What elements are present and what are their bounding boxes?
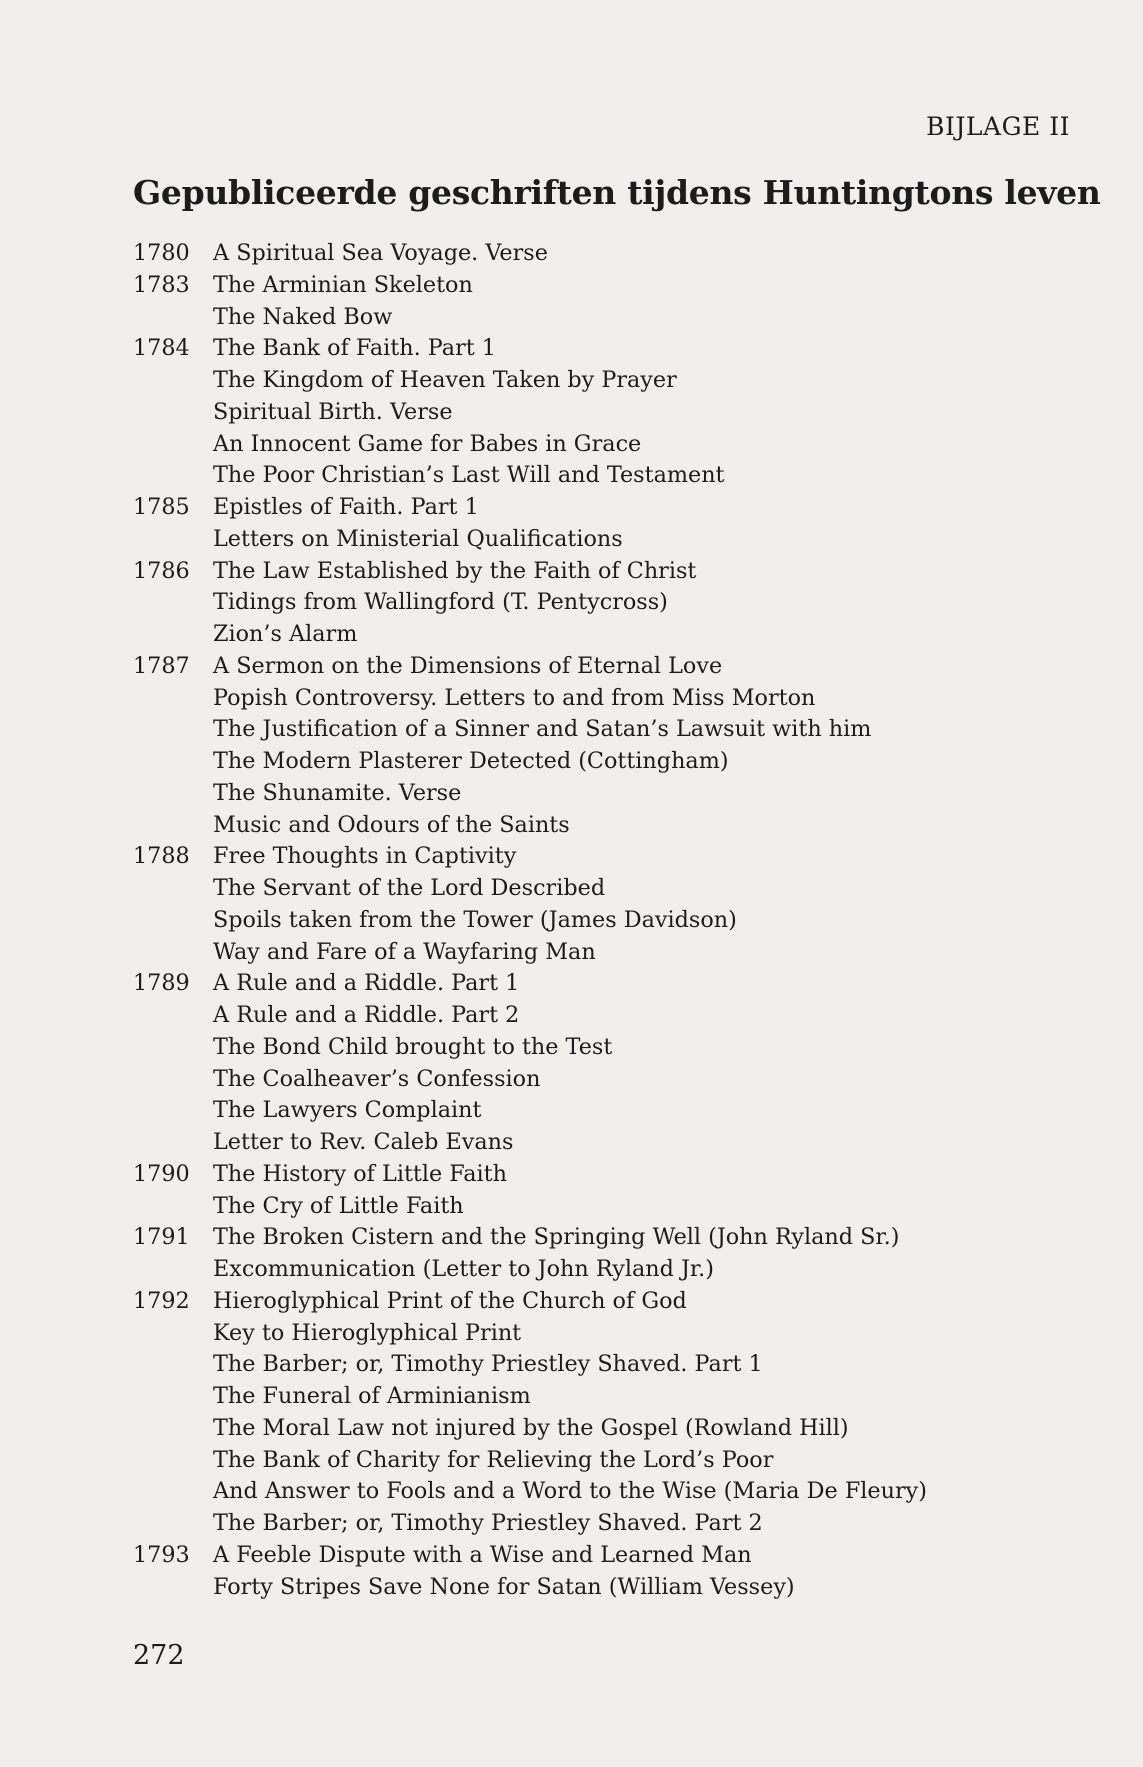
- entry-title: Hieroglyphical Print of the Church of God: [213, 1287, 687, 1314]
- entry-title: Tidings from Wallingford (T. Pentycross): [213, 589, 668, 616]
- entry-year: [133, 302, 213, 334]
- list-item: [133, 1349, 1083, 1381]
- entry-year: [133, 1095, 213, 1127]
- entry-title: Popish Controversy. Letters to and from Miss Morton: [213, 684, 816, 711]
- entry-year: 1788: [133, 843, 190, 870]
- list-item: [133, 905, 1083, 937]
- entry-title: The Moral Law not injured by the Gospel (Rowland Hill): [213, 1414, 849, 1441]
- entry-title: The Bond Child brought to the Test: [213, 1033, 613, 1060]
- list-item: [133, 1191, 1083, 1223]
- entry-year: 1783: [133, 271, 190, 298]
- entry-title: The Naked Bow: [213, 303, 393, 330]
- list-item: [133, 1445, 1083, 1477]
- entry-year: [133, 460, 213, 492]
- list-item: [133, 1476, 1083, 1508]
- entry-title: The Bank of Charity for Relieving the Lord’s Poor: [213, 1446, 774, 1473]
- entry-title: A Spiritual Sea Voyage. Verse: [213, 240, 548, 266]
- entry-year: [133, 1318, 213, 1350]
- entry-title: Letters on Ministerial Qualifications: [213, 525, 623, 552]
- list-item: [133, 651, 1083, 683]
- entry-title: Letter to Rev. Caleb Evans: [213, 1129, 514, 1155]
- list-item: [133, 1127, 1083, 1159]
- list-item: [133, 365, 1083, 397]
- entry-title: The Arminian Skeleton: [213, 271, 473, 298]
- entry-year: [133, 746, 213, 778]
- entry-title: Music and Odours of the Saints: [213, 811, 570, 838]
- entry-title: The Barber; or, Timothy Priestley Shaved. Part 1: [213, 1351, 763, 1378]
- entry-title: The Servant of the Lord Described: [213, 875, 606, 901]
- list-item: [133, 1095, 1083, 1127]
- entry-title: An Innocent Game for Babes in Grace: [213, 430, 642, 457]
- entry-title: The History of Little Faith: [213, 1160, 507, 1187]
- list-item: [133, 302, 1083, 334]
- list-item: [133, 937, 1083, 969]
- entry-year: [133, 1381, 213, 1413]
- entry-year: [133, 1127, 213, 1159]
- list-item: [133, 1000, 1083, 1032]
- list-item: [133, 619, 1083, 651]
- entry-year: [133, 1000, 213, 1032]
- entry-title: A Rule and a Riddle. Part 2: [213, 1002, 520, 1028]
- entry-year: [133, 524, 213, 556]
- entry-title: And Answer to Fools and a Word to the Wise (Maria De Fleury): [213, 1478, 927, 1505]
- entry-year: 1790: [133, 1160, 190, 1187]
- list-item: [133, 746, 1083, 778]
- entry-title: A Rule and a Riddle. Part 1: [213, 970, 520, 997]
- entry-title: The Barber; or, Timothy Priestley Shaved. Part 2: [213, 1510, 763, 1536]
- list-item: [133, 333, 1083, 365]
- entry-year: [133, 1476, 213, 1508]
- entry-year: [133, 1572, 213, 1604]
- entry-year: [133, 810, 213, 842]
- list-item: [133, 460, 1083, 492]
- list-item: [133, 238, 1083, 270]
- entry-title: The Bank of Faith. Part 1: [213, 335, 496, 362]
- entry-title: The Lawyers Complaint: [213, 1097, 482, 1124]
- entry-year: [133, 1508, 213, 1540]
- list-item: [133, 1286, 1083, 1318]
- list-item: [133, 1159, 1083, 1191]
- entry-year: 1780: [133, 240, 190, 266]
- entry-title: Spiritual Birth. Verse: [213, 398, 453, 425]
- entry-title: The Shunamite. Verse: [213, 779, 462, 806]
- entry-year: [133, 1445, 213, 1477]
- entry-title: Excommunication (Letter to John Ryland Jr.): [213, 1256, 714, 1282]
- list-item: [133, 397, 1083, 429]
- list-item: [133, 1572, 1083, 1604]
- entry-year: [133, 683, 213, 715]
- entry-title: Forty Stripes Save None for Satan (William Vessey): [213, 1573, 795, 1600]
- list-item: [133, 1222, 1083, 1254]
- entry-title: The Funeral of Arminianism: [213, 1383, 531, 1409]
- list-item: [133, 1254, 1083, 1286]
- entry-title: Free Thoughts in Captivity: [213, 843, 517, 870]
- running-head: BIJLAGE II: [926, 112, 1070, 141]
- entry-year: 1791: [133, 1224, 190, 1251]
- entry-year: 1784: [133, 335, 190, 362]
- list-item: [133, 1381, 1083, 1413]
- entry-year: [133, 714, 213, 746]
- entry-year: [133, 778, 213, 810]
- entry-title: Key to Hieroglyphical Print: [213, 1319, 522, 1346]
- entry-year: [133, 1254, 213, 1286]
- entry-year: [133, 1064, 213, 1096]
- publication-list: [133, 238, 1083, 1603]
- entry-year: [133, 905, 213, 937]
- entry-year: [133, 429, 213, 461]
- entry-title: The Cry of Little Faith: [213, 1192, 464, 1219]
- list-item: [133, 270, 1083, 302]
- entry-year: 1785: [133, 494, 190, 520]
- list-item: [133, 683, 1083, 715]
- entry-year: [133, 873, 213, 905]
- list-item: [133, 714, 1083, 746]
- entry-year: [133, 397, 213, 429]
- list-item: [133, 1508, 1083, 1540]
- entry-year: 1792: [133, 1287, 190, 1314]
- entry-title: The Justification of a Sinner and Satan’s Lawsuit with him: [213, 716, 872, 743]
- entry-year: [133, 1032, 213, 1064]
- entry-year: 1787: [133, 652, 190, 679]
- list-item: [133, 810, 1083, 842]
- entry-year: [133, 619, 213, 651]
- list-item: [133, 1413, 1083, 1445]
- entry-title: Spoils taken from the Tower (James Davidson): [213, 906, 737, 933]
- entry-year: 1789: [133, 970, 190, 997]
- entry-title: The Broken Cistern and the Springing Well (John Ryland Sr.): [213, 1224, 900, 1251]
- entry-title: The Law Established by the Faith of Christ: [213, 557, 697, 584]
- entry-title: Way and Fare of a Wayfaring Man: [213, 938, 596, 965]
- entry-year: 1786: [133, 557, 190, 584]
- entry-title: Zion’s Alarm: [213, 621, 358, 647]
- list-item: [133, 524, 1083, 556]
- entry-title: The Modern Plasterer Detected (Cottingham): [213, 748, 729, 774]
- list-item: [133, 429, 1083, 461]
- entry-title: The Coalheaver’s Confession: [213, 1065, 541, 1092]
- entry-year: [133, 365, 213, 397]
- entry-year: [133, 1349, 213, 1381]
- entry-title: The Kingdom of Heaven Taken by Prayer: [213, 367, 677, 393]
- entry-year: [133, 937, 213, 969]
- list-item: [133, 1032, 1083, 1064]
- list-item: [133, 778, 1083, 810]
- page-title: Gepubliceerde geschriften tijdens Huntingtons leven: [133, 173, 1101, 212]
- entry-title: A Sermon on the Dimensions of Eternal Love: [213, 652, 723, 679]
- entry-year: 1793: [133, 1541, 190, 1568]
- entry-year: [133, 1191, 213, 1223]
- entry-title: Epistles of Faith. Part 1: [213, 494, 479, 520]
- list-item: [133, 841, 1083, 873]
- page-number: 272: [133, 1640, 185, 1671]
- list-item: [133, 1318, 1083, 1350]
- list-item: [133, 968, 1083, 1000]
- entry-year: [133, 587, 213, 619]
- entry-year: [133, 1413, 213, 1445]
- entry-title: A Feeble Dispute with a Wise and Learned Man: [213, 1541, 752, 1568]
- list-item: [133, 1064, 1083, 1096]
- list-item: [133, 492, 1083, 524]
- list-item: [133, 587, 1083, 619]
- list-item: [133, 1540, 1083, 1572]
- list-item: [133, 556, 1083, 588]
- list-item: [133, 873, 1083, 905]
- entry-title: The Poor Christian’s Last Will and Testament: [213, 462, 725, 489]
